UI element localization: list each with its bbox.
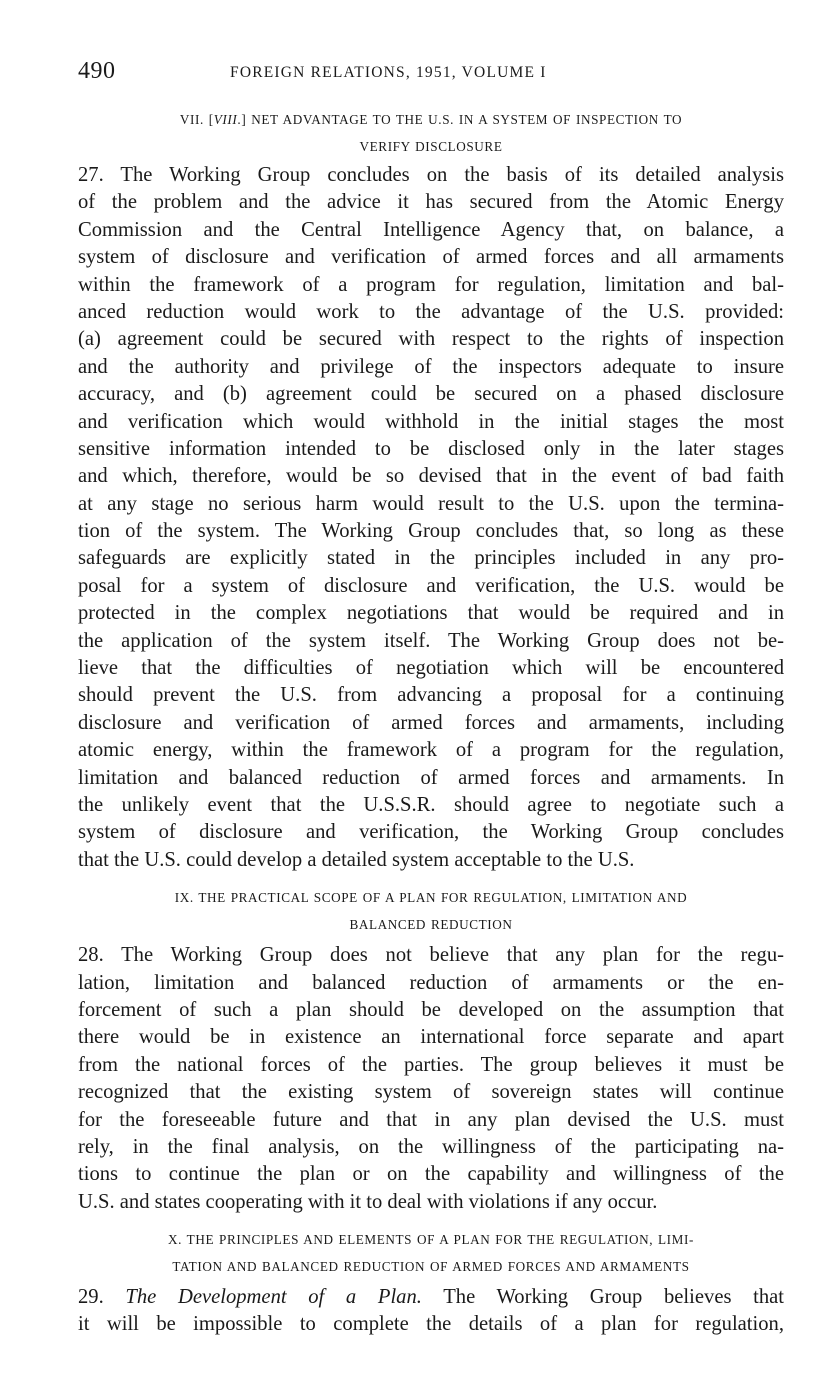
paragraph-29-line-2: it will be impossible to complete the details of a plan for regulation,: [78, 1313, 784, 1336]
text-line: for the foreseeable future and that in any plan devised the U.S. must: [78, 1108, 784, 1131]
text-line: lieve that the difficulties of negotiation which will be encountered: [78, 657, 784, 680]
text-line: system of disclosure and verification of armed forces and all armaments: [78, 246, 784, 269]
page-number: 490: [78, 58, 116, 84]
text-line: there would be in existence an international force separate and apart: [78, 1026, 784, 1049]
text-line: disclosure and verification of armed forces and armaments, including: [78, 711, 784, 734]
text-line: the unlikely event that the U.S.S.R. should agree to negotiate such a: [78, 793, 784, 816]
document-page: [78, 58, 784, 1339]
text-line: of the problem and the advice it has secured from the Atomic Energy: [78, 191, 784, 214]
paragraph-29: [78, 1284, 784, 1339]
text-line: forcement of such a plan should be developed on the assumption that: [78, 998, 784, 1021]
paragraph-29-title: The Development of a Plan.: [125, 1286, 422, 1309]
text-line: posal for a system of disclosure and verification, the U.S. would be: [78, 574, 784, 597]
section-ix-heading: [78, 884, 784, 938]
text-line: Commission and the Central Intelligence Agency that, on balance, a: [78, 218, 784, 241]
text-line: should prevent the U.S. from advancing a proposal for a continuing: [78, 684, 784, 707]
text-line: that the U.S. could develop a detailed system acceptable to the U.S.: [78, 848, 635, 871]
text-line: and verification which would withhold in the initial stages the most: [78, 410, 784, 433]
text-line: atomic energy, within the framework of a program for the regulation,: [78, 739, 784, 762]
text-line: tion of the system. The Working Group concludes that, so long as these: [78, 520, 784, 543]
text-line: limitation and balanced reduction of armed forces and armaments. In: [78, 766, 784, 789]
text-line: protected in the complex negotiations that would be required and in: [78, 602, 784, 625]
running-head: [78, 58, 784, 92]
running-title: FOREIGN RELATIONS, 1951, VOLUME I: [230, 64, 547, 81]
section-x-heading-line-1: X. THE PRINCIPLES AND ELEMENTS OF A PLAN FOR THE REGULATION, LIMI-: [168, 1232, 694, 1248]
paragraph-29-line-1: 29. The Development of a Plan. The Working Group believes that: [78, 1286, 785, 1309]
text-line: tions to continue the plan or on the capability and willingness of the: [78, 1163, 784, 1186]
section-vii-heading-line-1: VII. [VIII.] NET ADVANTAGE TO THE U.S. IN A SYSTEM OF INSPECTION TO: [179, 112, 683, 127]
text-line: recognized that the existing system of sovereign states will continue: [78, 1081, 784, 1104]
paragraph-27: [78, 162, 784, 874]
section-x-heading-line-2: TATION AND BALANCED REDUCTION OF ARMED FORCES AND ARMAMENTS: [172, 1259, 690, 1275]
paragraph-28: [78, 942, 784, 1216]
text-line: rely, in the final analysis, on the willingness of the participating na-: [78, 1135, 784, 1158]
text-line: U.S. and states cooperating with it to deal with violations if any occur.: [78, 1190, 658, 1213]
text-line: at any stage no serious harm would result to the U.S. upon the termina-: [78, 492, 784, 515]
text-line: (a) agreement could be secured with respect to the rights of inspection: [78, 328, 784, 351]
section-vii-heading: [78, 106, 784, 160]
section-x-heading: [78, 1226, 784, 1280]
text-line: sensitive information intended to be disclosed only in the later stages: [78, 437, 784, 460]
section-ix-heading-line-1: IX. THE PRACTICAL SCOPE OF A PLAN FOR REGULATION, LIMITATION AND: [174, 890, 688, 906]
text-line: anced reduction would work to the advantage of the U.S. provided:: [78, 300, 784, 323]
text-line: lation, limitation and balanced reduction of armaments or the en-: [78, 971, 784, 994]
text-line: system of disclosure and verification, the Working Group concludes: [78, 821, 784, 844]
section-vii-heading-line-2: VERIFY DISCLOSURE: [359, 139, 503, 154]
text-line: and the authority and privilege of the inspectors adequate to insure: [78, 355, 784, 378]
section-vii-heading-italic: VIII: [213, 112, 238, 127]
section-ix-heading-line-2: BALANCED REDUCTION: [349, 917, 513, 933]
text-line: from the national forces of the parties. The group believes it must be: [78, 1053, 784, 1076]
text-line: 28. The Working Group does not believe that any plan for the regu-: [78, 944, 784, 967]
text-line: within the framework of a program for regulation, limitation and bal-: [78, 273, 784, 296]
text-line: the application of the system itself. The Working Group does not be-: [78, 629, 784, 652]
text-line: 27. The Working Group concludes on the basis of its detailed analysis: [78, 164, 784, 186]
text-line: safeguards are explicitly stated in the principles included in any pro-: [78, 547, 784, 570]
text-line: and which, therefore, would be so devised that in the event of bad faith: [78, 465, 784, 488]
text-line: accuracy, and (b) agreement could be secured on a phased disclosure: [78, 383, 784, 406]
